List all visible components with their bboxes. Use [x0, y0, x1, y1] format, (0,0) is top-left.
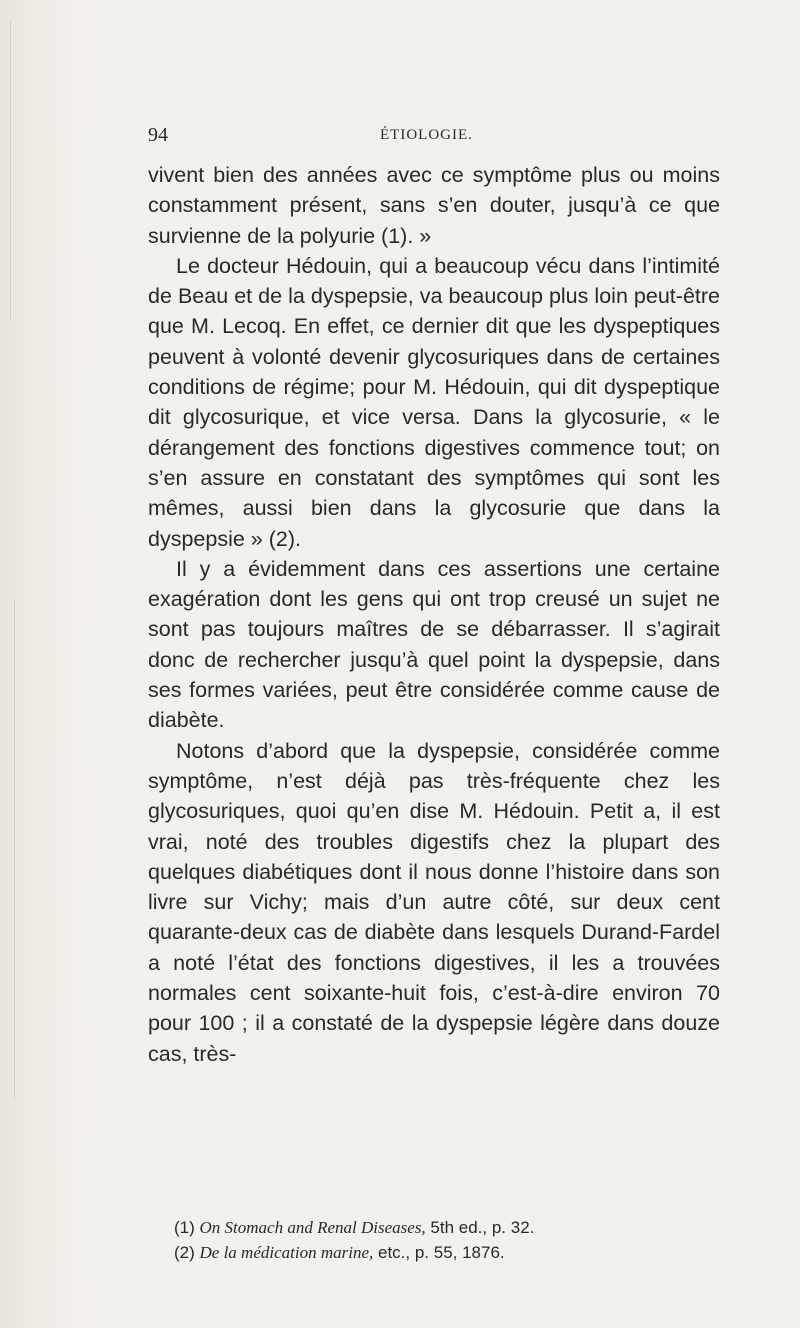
footnote-text: 5th ed., p. 32. [430, 1218, 535, 1237]
footnote-text: etc., p. 55, 1876. [378, 1243, 505, 1262]
footnote [174, 1215, 714, 1240]
footnote-marker: (1) [174, 1218, 195, 1237]
page-number: 94 [148, 124, 168, 146]
body-text [148, 160, 720, 1069]
footnote-title: On Stomach and Renal Diseases, [199, 1218, 426, 1237]
footnotes [174, 1215, 714, 1265]
running-head: ÉTIOLOGIE. [380, 127, 473, 143]
paragraph: vivent bien des années avec ce symptôme plus ou moins constamment présent, sans s’en douter, jusqu’à ce que survienne de la polyurie (1). » [148, 163, 720, 248]
edge-mark [10, 20, 11, 320]
page-header [148, 124, 708, 150]
footnote-title: De la médication marine, [199, 1243, 374, 1262]
paragraph: Le docteur Hédouin, qui a beaucoup vécu dans l’intimité de Beau et de la dyspepsie, va beaucoup plus loin peut-être que M. Lecoq. En effet, ce dernier dit que les dyspeptiques peuvent à volonté devenir glycosuriques dans de certaines conditions de régime; pour M. Hédouin, qui dit dyspeptique dit glycosurique, et vice versa. Dans la glycosurie, « le dérangement des fonctions digestives commence tout; on s’en assure en constatant des symptômes qui sont les mêmes, aussi bien dans la glycosurie que dans la dyspepsie » (2). [148, 253, 720, 551]
edge-mark [14, 600, 15, 1100]
footnote [174, 1240, 714, 1265]
paragraph: Il y a évidemment dans ces assertions une certaine exagération dont les gens qui ont trop creusé un sujet ne sont pas toujours maîtres de se débarrasser. Il s’agirait donc de rechercher jusqu’à quel point la dyspepsie, dans ses formes variées, peut être considérée comme cause de diabète. [148, 556, 720, 733]
footnote-marker: (2) [174, 1243, 195, 1262]
paragraph: Notons d’abord que la dyspepsie, considérée comme symptôme, n’est déjà pas très-fréquente chez les glycosuriques, quoi qu’en dise M. Hédouin. Petit a, il est vrai, noté des troubles digestifs chez la plupart des quelques diabétiques dont il nous donne l’histoire dans son livre sur Vichy; mais d’un autre côté, sur deux cent quarante-deux cas de diabète dans lesquels Durand-Fardel a noté l’état des fonctions digestives, il les a trouvées normales cent soixante-huit fois, c’est-à-dire environ 70 pour 100 ; il a constaté de la dyspepsie légère dans douze cas, très- [148, 738, 720, 1066]
